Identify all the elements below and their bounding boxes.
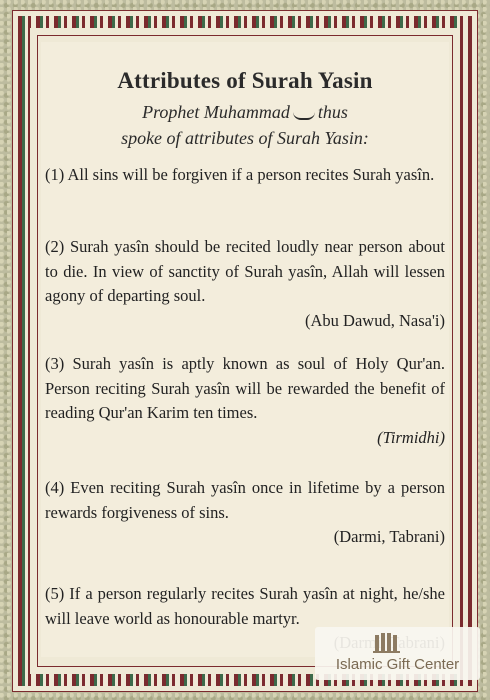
attribute-text: (3) Surah yasîn is aptly known as soul of Holy Qur'an. Person reciting Surah yasîn will be rewarded the benefit of reading Qur'an Karim ten times. xyxy=(45,354,445,422)
subtitle-part-a: Prophet Muhammad xyxy=(142,102,290,122)
subtitle-line-1 xyxy=(41,102,449,123)
attribute-reference: (Abu Dawud, Nasa'i) xyxy=(305,310,445,330)
attribute-item-4 xyxy=(45,476,445,550)
watermark xyxy=(315,627,480,680)
attribute-item-1 xyxy=(45,163,445,188)
subtitle-line-2: spoke of attributes of Surah Yasin: xyxy=(121,128,369,148)
subtitle-part-b: thus xyxy=(317,102,348,122)
attribute-item-3 xyxy=(45,352,445,450)
attribute-text: (5) If a person regularly recites Surah yasîn at night, he/she will leave world as honourable martyr. xyxy=(45,584,445,628)
attribute-item-2 xyxy=(45,235,445,333)
book-stack-icon xyxy=(372,631,402,653)
attribute-text: (4) Even reciting Surah yasîn once in lifetime by a person rewards forgiveness of sins. xyxy=(45,478,445,522)
page-title: Attributes of Surah Yasin xyxy=(117,68,373,93)
attribute-reference: (Darmi, Tabrani) xyxy=(333,527,445,546)
text-panel xyxy=(41,42,449,657)
attribute-text: (2) Surah yasîn should be recited loudly near person about to die. In view of sanctity of Surah yasîn, Allah will lessen agony of departing soul. xyxy=(45,237,445,305)
watermark-text: Islamic Gift Center xyxy=(335,656,460,673)
attribute-reference: (Tirmidhi) xyxy=(377,427,445,447)
pbuh-calligraphy-icon xyxy=(293,102,315,120)
attribute-text: (1) All sins will be forgiven if a person recites Surah yasîn. xyxy=(45,165,435,184)
